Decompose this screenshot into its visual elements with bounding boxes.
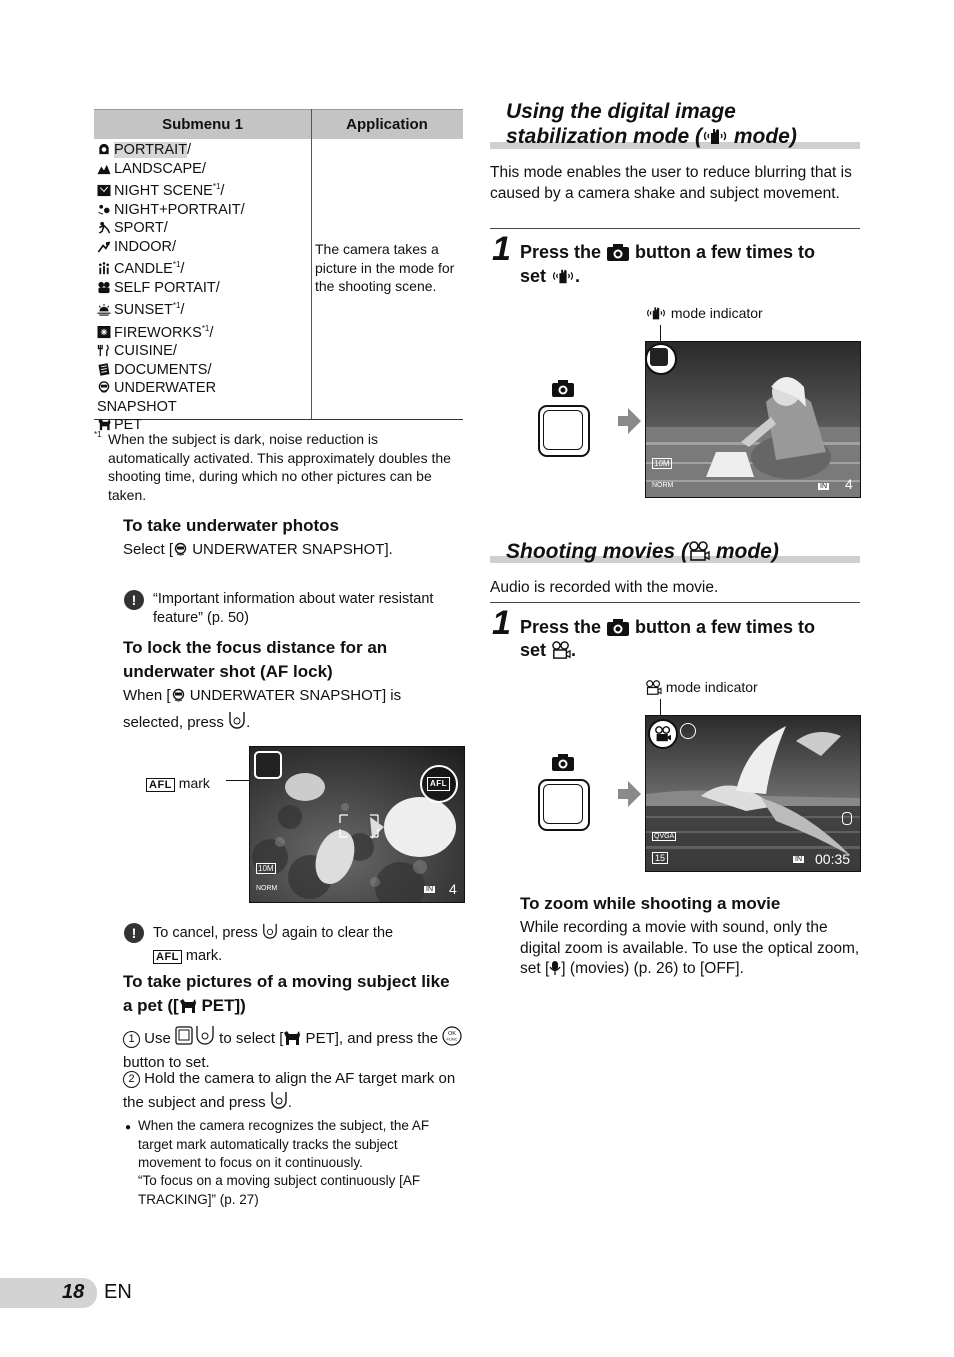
step-number: 2 <box>123 1071 140 1088</box>
section-rule <box>490 228 860 229</box>
underwater-icon <box>171 688 186 710</box>
movie-title <box>506 539 779 567</box>
stabilization-title-line2 <box>506 124 797 152</box>
underwater-heading: To take underwater photos <box>123 516 339 535</box>
text-fragment: Hold the camera to align the AF target mark on the subject and press <box>123 1070 456 1111</box>
text-fragment: . <box>246 713 251 731</box>
stabilization-step-line2 <box>520 264 580 291</box>
camera-icon <box>606 618 630 642</box>
list-item <box>97 256 309 279</box>
text-fragment: set <box>520 640 552 660</box>
pet-step-1 <box>123 1024 463 1073</box>
movie-intro: Audio is recorded with the movie. <box>490 579 719 596</box>
ok-button-icon <box>442 1026 462 1053</box>
down-button-icon <box>228 710 246 737</box>
text-fragment: mode) <box>728 125 797 148</box>
cuisine-icon <box>97 344 111 357</box>
caution-icon: ! <box>124 590 144 610</box>
text-fragment: While recording a movie with sound, only the digital zoom is available. To use the optical zoom, set [ <box>520 919 860 977</box>
text-fragment: PET], and press the <box>301 1030 443 1047</box>
text-fragment: button a few times to <box>630 242 816 262</box>
scene-label: INDOOR/ <box>114 238 177 255</box>
application-text: The camera takes a picture in the mode for the shooting scene. <box>315 241 455 294</box>
microphone-icon <box>842 812 852 825</box>
text-fragment: . <box>287 1093 292 1111</box>
scene-label: SUNSET <box>114 302 173 318</box>
scene-separator: / <box>209 324 214 341</box>
text-fragment: To take pictures of a moving subject like a pet ([ <box>123 972 450 1015</box>
scene-label: SPORT/ <box>114 220 168 236</box>
pet-step-2 <box>123 1069 463 1116</box>
zoom-text <box>520 918 862 983</box>
shots-remaining: 4 <box>449 881 457 897</box>
list-item <box>97 201 309 220</box>
stabilization-indicator <box>645 343 677 375</box>
caution-icon: ! <box>124 923 144 943</box>
list-item <box>97 379 309 398</box>
footnote-ref: *1 <box>212 182 221 191</box>
list-item <box>97 361 309 380</box>
afl-screen-label: AFL <box>427 777 450 791</box>
list-item <box>97 342 309 361</box>
movie-icon <box>645 680 662 698</box>
afl-mark-label <box>146 775 210 792</box>
landscape-icon <box>97 162 111 175</box>
scene-label: LANDSCAPE/ <box>114 160 206 177</box>
night-scene-icon <box>97 184 111 197</box>
scene-separator: / <box>180 302 185 318</box>
afl-badge: AFL <box>153 950 182 964</box>
movie-screen-photo <box>645 715 861 872</box>
footnote-ref: *1 <box>172 260 181 269</box>
step-number: 1 <box>492 604 511 642</box>
list-item <box>97 320 309 343</box>
camera-button-inner <box>543 784 583 824</box>
af-lock-heading: To lock the focus distance for an underwater shot (AF lock) <box>123 638 388 681</box>
night-portrait-icon <box>97 203 111 216</box>
text-fragment: button to set. <box>123 1053 210 1071</box>
recording-time: 00:35 <box>815 851 851 867</box>
movie-size-badge: QVGA <box>654 833 675 840</box>
underwater-screen-photo <box>249 746 465 903</box>
af-lock-instruction <box>123 686 463 736</box>
afl-badge: AFL <box>146 778 175 792</box>
quality-badge: NORM <box>256 885 278 892</box>
text-fragment: To cancel, press <box>153 925 262 941</box>
text-fragment: mode indicator <box>670 305 763 321</box>
text-fragment: When [ <box>123 687 171 704</box>
bullet-icon: ● <box>125 1122 132 1133</box>
arrow-right-icon <box>618 407 642 440</box>
step-number: 1 <box>492 230 511 268</box>
memory-badge: IN <box>820 483 827 490</box>
down-button-icon <box>270 1090 288 1117</box>
scene-label: CUISINE/ <box>114 343 177 359</box>
text-fragment: set <box>520 266 552 286</box>
scene-label: PORTRAIT <box>114 142 188 158</box>
scene-label: CANDLE <box>114 261 173 277</box>
zoom-buttons-icon <box>175 1024 215 1053</box>
scene-label: PET <box>114 417 143 433</box>
indoor-icon <box>97 240 111 253</box>
camera-icon <box>551 753 575 776</box>
stabilization-step-line1 <box>520 240 815 267</box>
movie-indicator-label <box>645 679 758 698</box>
scene-separator: / <box>187 142 192 158</box>
scene-list <box>97 141 309 435</box>
footnote-ref: *1 <box>172 301 181 310</box>
list-item <box>97 279 309 298</box>
text-fragment: . <box>575 266 581 286</box>
fireworks-icon <box>97 326 111 339</box>
text-fragment: UNDERWATER SNAPSHOT] is selected, press <box>123 687 402 731</box>
microphone-icon <box>549 960 561 983</box>
stabilization-hand-icon <box>645 305 667 324</box>
frame-rate-badge: 15 <box>652 852 668 864</box>
candle-icon <box>97 262 111 275</box>
stabilization-screen-photo <box>645 341 861 498</box>
zoom-heading: To zoom while shooting a movie <box>520 894 781 913</box>
page-number: 18 <box>62 1281 85 1303</box>
list-item <box>97 219 309 238</box>
text-fragment: mark <box>178 775 210 791</box>
camera-icon <box>606 243 630 267</box>
svg-text:OK: OK <box>448 1031 457 1037</box>
afl-indicator <box>420 765 458 803</box>
movie-icon <box>688 541 710 567</box>
portrait-icon <box>97 143 111 156</box>
text-fragment: stabilization mode ( <box>506 125 703 148</box>
scene-label: SNAPSHOT <box>97 398 177 415</box>
list-item <box>97 398 309 417</box>
text-fragment: Shooting movies ( <box>506 540 689 563</box>
underwater-mode-icon <box>254 751 282 779</box>
movie-step-line2 <box>520 638 576 665</box>
list-item <box>97 160 309 179</box>
camera-icon <box>551 379 575 402</box>
scene-mode-table <box>94 109 463 433</box>
pet-icon <box>283 1030 301 1053</box>
underwater-icon <box>97 381 111 394</box>
text-fragment: to select [ <box>215 1030 284 1047</box>
list-item <box>97 297 309 320</box>
text-fragment: again to clear the <box>277 925 394 941</box>
section-rule <box>490 602 860 603</box>
stabilization-hand-icon <box>702 126 728 152</box>
text-fragment: mode) <box>710 540 779 563</box>
scene-separator: / <box>220 183 225 199</box>
sunset-icon <box>97 303 111 316</box>
pet-bullet-reference: “To focus on a moving subject continuously [AF TRACKING]” (p. 27) <box>138 1173 421 1207</box>
text-fragment: ] (movies) (p. 26) to [OFF]. <box>561 960 744 977</box>
documents-icon <box>97 363 111 376</box>
scene-separator: / <box>180 261 185 277</box>
sport-icon <box>97 221 111 234</box>
text-fragment: . <box>571 640 577 660</box>
scene-label: DOCUMENTS/ <box>114 361 212 378</box>
svg-text:FUNC: FUNC <box>446 1036 458 1042</box>
text-fragment: Select [ <box>123 541 174 558</box>
col-header-application: Application <box>346 116 428 133</box>
list-item <box>97 178 309 201</box>
stabilization-intro: This mode enables the user to reduce blurring that is caused by a camera shake and subject movement. <box>490 164 852 202</box>
underwater-icon <box>173 542 188 564</box>
movie-icon <box>551 641 571 665</box>
stabilization-title-line1: Using the digital image <box>506 100 736 123</box>
col-header-submenu: Submenu 1 <box>162 116 243 133</box>
text-fragment: Use <box>144 1030 176 1047</box>
scene-label: NIGHT+PORTRAIT/ <box>114 201 245 218</box>
self-portrait-icon <box>97 281 111 294</box>
cancel-note <box>153 922 463 966</box>
quality-badge: NORM <box>652 482 674 489</box>
text-fragment: UNDERWATER SNAPSHOT]. <box>188 541 393 558</box>
footnote-text: When the subject is dark, noise reduction is automatically activated. This approximately doubles the shooting time, during which no other pictures can be taken. <box>108 431 451 503</box>
shots-remaining: 4 <box>845 476 853 492</box>
scene-label: FIREWORKS <box>114 324 202 341</box>
memory-badge: IN <box>426 886 433 893</box>
footnote-marker: *1 <box>94 430 102 439</box>
text-fragment: Press the <box>520 242 607 262</box>
pet-heading <box>123 970 453 1021</box>
underwater-note: “Important information about water resistant feature” (p. 50) <box>153 591 434 626</box>
step-number: 1 <box>123 1031 140 1048</box>
pet-icon <box>179 997 197 1021</box>
underwater-instruction <box>123 540 463 564</box>
list-item <box>97 238 309 257</box>
stabilization-hand-icon <box>551 267 575 291</box>
camera-button[interactable] <box>538 405 590 457</box>
stabilization-indicator-label <box>645 305 763 324</box>
list-item <box>97 141 309 160</box>
scene-label: NIGHT SCENE <box>114 183 213 199</box>
flash-off-icon <box>680 723 696 739</box>
pet-bullet-text: When the camera recognizes the subject, the AF target mark automatically tracks the subject movement to focus on it continuously. <box>138 1118 430 1170</box>
resolution-badge: 10M <box>258 864 274 873</box>
text-fragment: mark. <box>181 948 223 964</box>
down-button-icon <box>262 922 278 946</box>
resolution-badge: 10M <box>654 459 670 468</box>
text-fragment: PET]) <box>196 996 246 1015</box>
camera-button[interactable] <box>538 779 590 831</box>
movie-mode-indicator <box>648 719 678 749</box>
table-divider <box>311 109 312 420</box>
arrow-right-icon <box>618 780 642 813</box>
page-language: EN <box>104 1281 132 1303</box>
scene-label: UNDERWATER <box>114 380 217 396</box>
scene-label: SELF PORTAIT/ <box>114 279 220 296</box>
text-fragment: mode indicator <box>665 679 758 695</box>
table-header <box>94 109 463 139</box>
text-fragment: button a few times to <box>630 617 816 637</box>
camera-button-inner <box>543 410 583 450</box>
text-fragment: Press the <box>520 617 607 637</box>
footnote-ref: *1 <box>201 323 210 333</box>
memory-badge: IN <box>795 856 802 863</box>
